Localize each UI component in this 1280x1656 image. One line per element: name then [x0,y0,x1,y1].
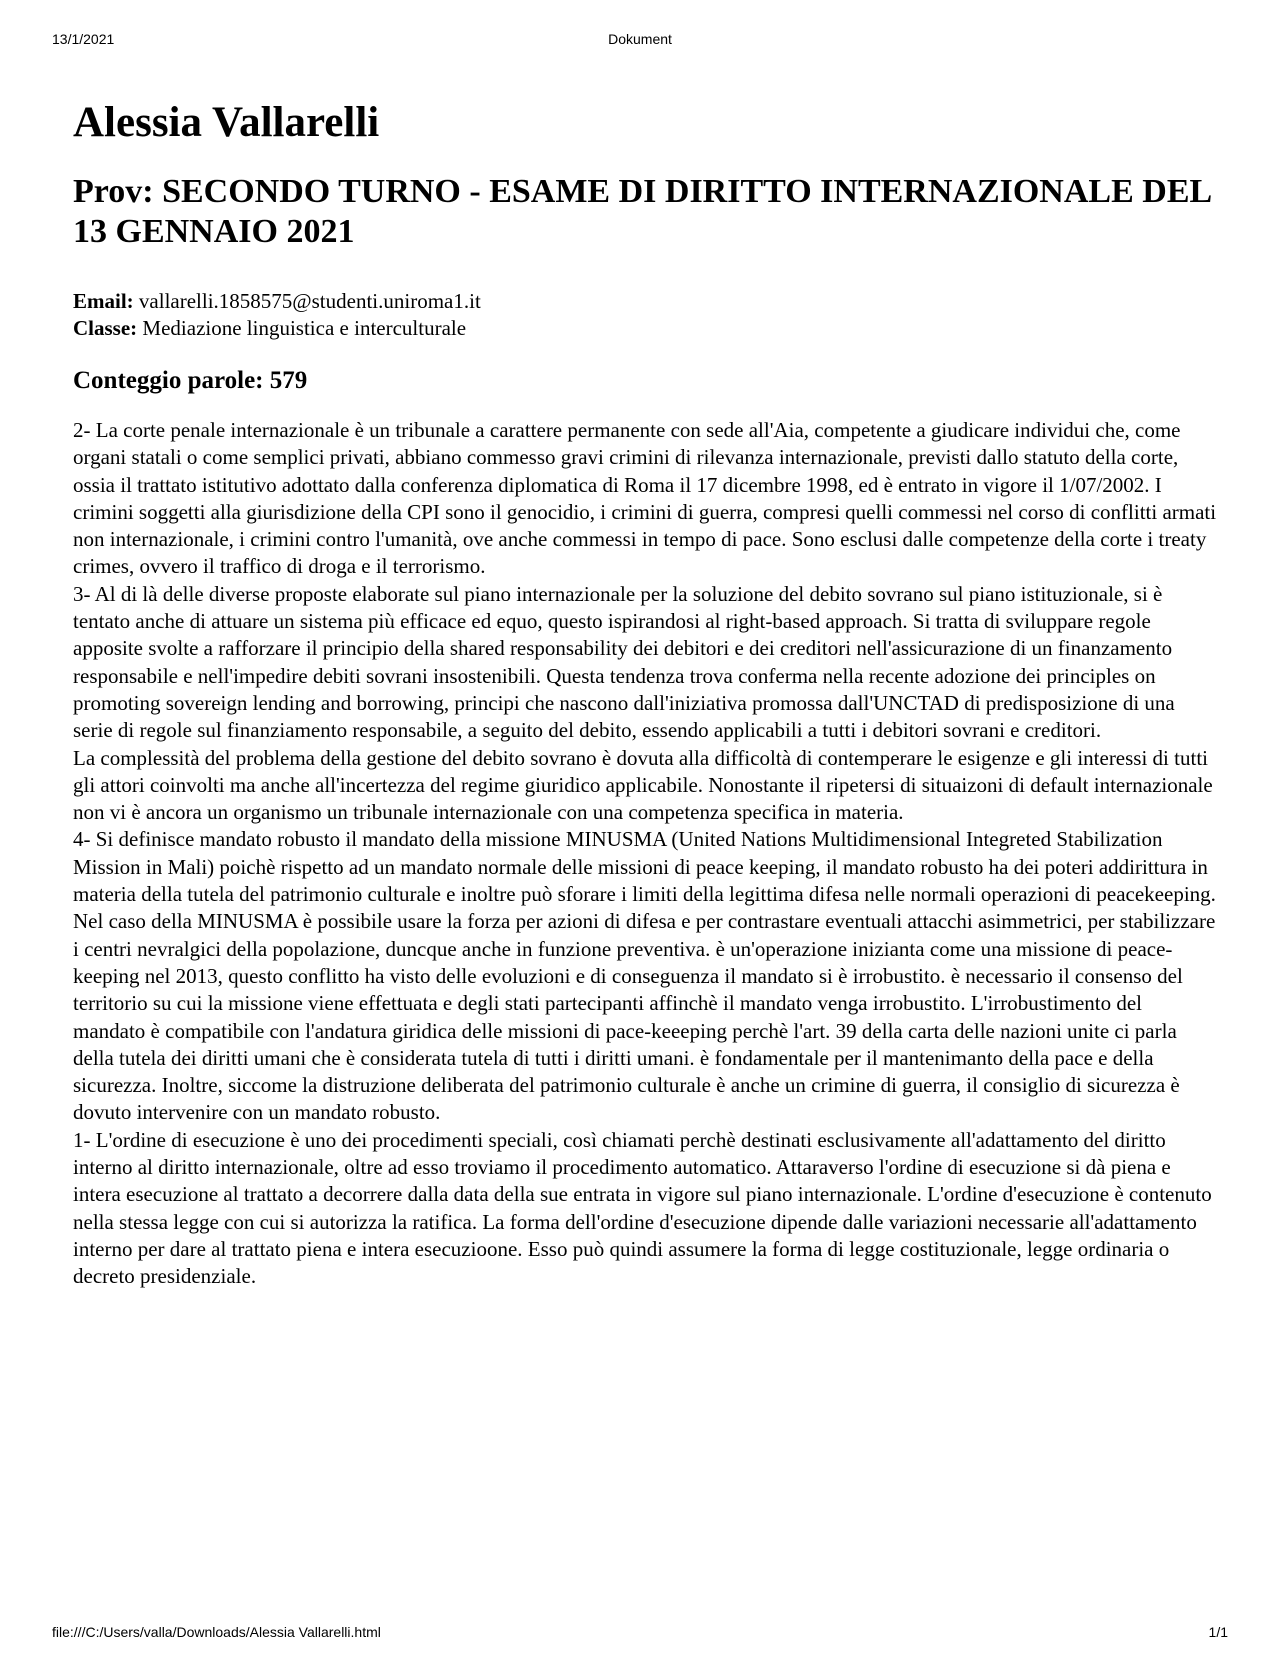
answer-paragraph: 3- Al di là delle diverse proposte elaborate sul piano internazionale per la soluzione del debito sovrano sul piano istituzionale, si è tentato anche di attuare un sistema più efficace ed equo, questo ispirandosi al right-based approach. Si tratta di sviluppare regole apposite svolte a rafforzare il principio della shared responsability dei debitori e dei creditori nell'assicurazione di un finanzamento responsabile e nell'impedire debiti sovrani insostenibili. Questa tendenza trova conferma nella recente adozione dei principles on promoting sovereign lending and borrowing, principi che nascono dall'iniziativa promossa dall'UNCTAD di predisposizione di una serie di regole sul finanziamento responsabile, a seguito del debito, essendo applicabili a tutti i debitori sovrani e creditori. [73,581,1175,743]
print-document-title: Dokument [608,31,672,47]
student-name: Alessia Vallarelli [73,99,380,146]
class-value: Mediazione linguistica e interculturale [142,315,467,340]
word-count: Conteggio parole: 579 [73,366,308,394]
class-label: Classe: [73,315,138,340]
print-date: 13/1/2021 [52,31,115,47]
answer-body [73,417,1218,1291]
file-path: file:///C:/Users/valla/Downloads/Alessia Vallarelli.html [52,1624,381,1640]
page-number: 1/1 [1208,1624,1228,1640]
answer-paragraph: 2- La corte penale internazionale è un tribunale a carattere permanente con sede all'Aia, competente a giudicare individui che, come organi statali o come semplici privati, abbiano commesso gravi crimini di rilevanza internazionale, previsti dallo statuto della corte, ossia il trattato istitutivo adottato dalla conferenza diplomatica di Roma il 17 dicembre 1998, ed è entrato in vigore il 1/07/2002. I crimini soggetti alla giurisdizione della CPI sono il genocidio, i crimini di guerra, compresi quelli commessi nel corso di conflitti armati non internazionale, i crimini contro l'umanità, ove anche commessi in tempo di pace. Sono esclusi dalle competenze della corte i treaty crimes, ovvero il traffico di droga e il terrorismo. [73,417,1217,579]
answer-paragraph: 4- Si definisce mandato robusto il mandato della missione MINUSMA (United Nations Multidimensional Integreted Stabilization Mission in Mali) poichè rispetto ad un mandato normale delle missioni di peace keeping, il mandato robusto ha dei poteri addirittura in materia della tutela del patrimonio culturale e inoltre può sforare i limiti della legittima difesa nelle normali operazioni di peacekeeping. Nel caso della MINUSMA è possibile usare la forza per azioni di difesa e per contrastare eventuali attacchi asimmetrici, per stabilizzare i centri nevralgici della popolazione, duncque anche in funzione preventiva. è un'operazione inizianta come una missione di peace-keeping nel 2013, questo conflitto ha visto delle evoluzioni e di conseguenza il mandato si è irrobustito. è necessario il consenso del territorio su cui la missione viene effettuata e degli stati partecipanti affinchè il mandato venga irrobustito. L'irrobustimento del mandato è compatibile con l'andatura giridica delle missioni di pace-keeeping perchè l'art. 39 della carta delle nazioni unite ci parla della tutela dei diritti umani che è considerata tutela di tutti i diritti umani. è fondamentale per il mantenimanto della pace e della sicurezza. Inoltre, siccome la distruzione deliberata del patrimonio culturale è anche un crimine di guerra, il consiglio di sicurezza è dovuto intervenire con un mandato robusto. [73,827,1216,1125]
student-meta [73,288,1218,342]
print-header [52,31,1228,51]
exam-title: Prov: SECONDO TURNO - ESAME DI DIRITTO INTERNAZIONALE DEL 13 GENNAIO 2021 [73,173,1211,251]
class-row [73,315,1218,342]
email-label: Email: [73,288,134,313]
email-value: vallarelli.1858575@studenti.uniroma1.it [138,288,481,313]
print-footer [52,1624,1228,1644]
email-row [73,288,1218,315]
answer-paragraph: 1- L'ordine di esecuzione è uno dei procedimenti speciali, così chiamati perchè destinati esclusivamente all'adattamento del diritto interno al diritto internazionale, oltre ad esso troviamo il procedimento automatico. Attaraverso l'ordine di esecuzione si dà piena e intera esecuzione al trattato a decorrere dalla data della sue entrata in vigore sul piano internazionale. L'ordine d'esecuzione è contenuto nella stessa legge con cui si autorizza la ratifica. La forma dell'ordine d'esecuzione dipende dalle variazioni necessarie all'adattamento interno per dare al trattato piena e intera esecuzioone. Esso può quindi assumere la forma di legge costituzionale, legge ordinaria o decreto presidenziale. [73,1127,1212,1289]
document-content [73,98,1218,1290]
answer-paragraph: La complessità del problema della gestione del debito sovrano è dovuta alla difficoltà di contemperare le esigenze e gli interessi di tutti gli attori coinvolti ma anche all'incertezza del regime giuridico applicabile. Nonostante il ripetersi di situaizoni di default internazionale non vi è ancora un organismo un tribunale internazionale con una competenza specifica in materia. [73,745,1213,825]
